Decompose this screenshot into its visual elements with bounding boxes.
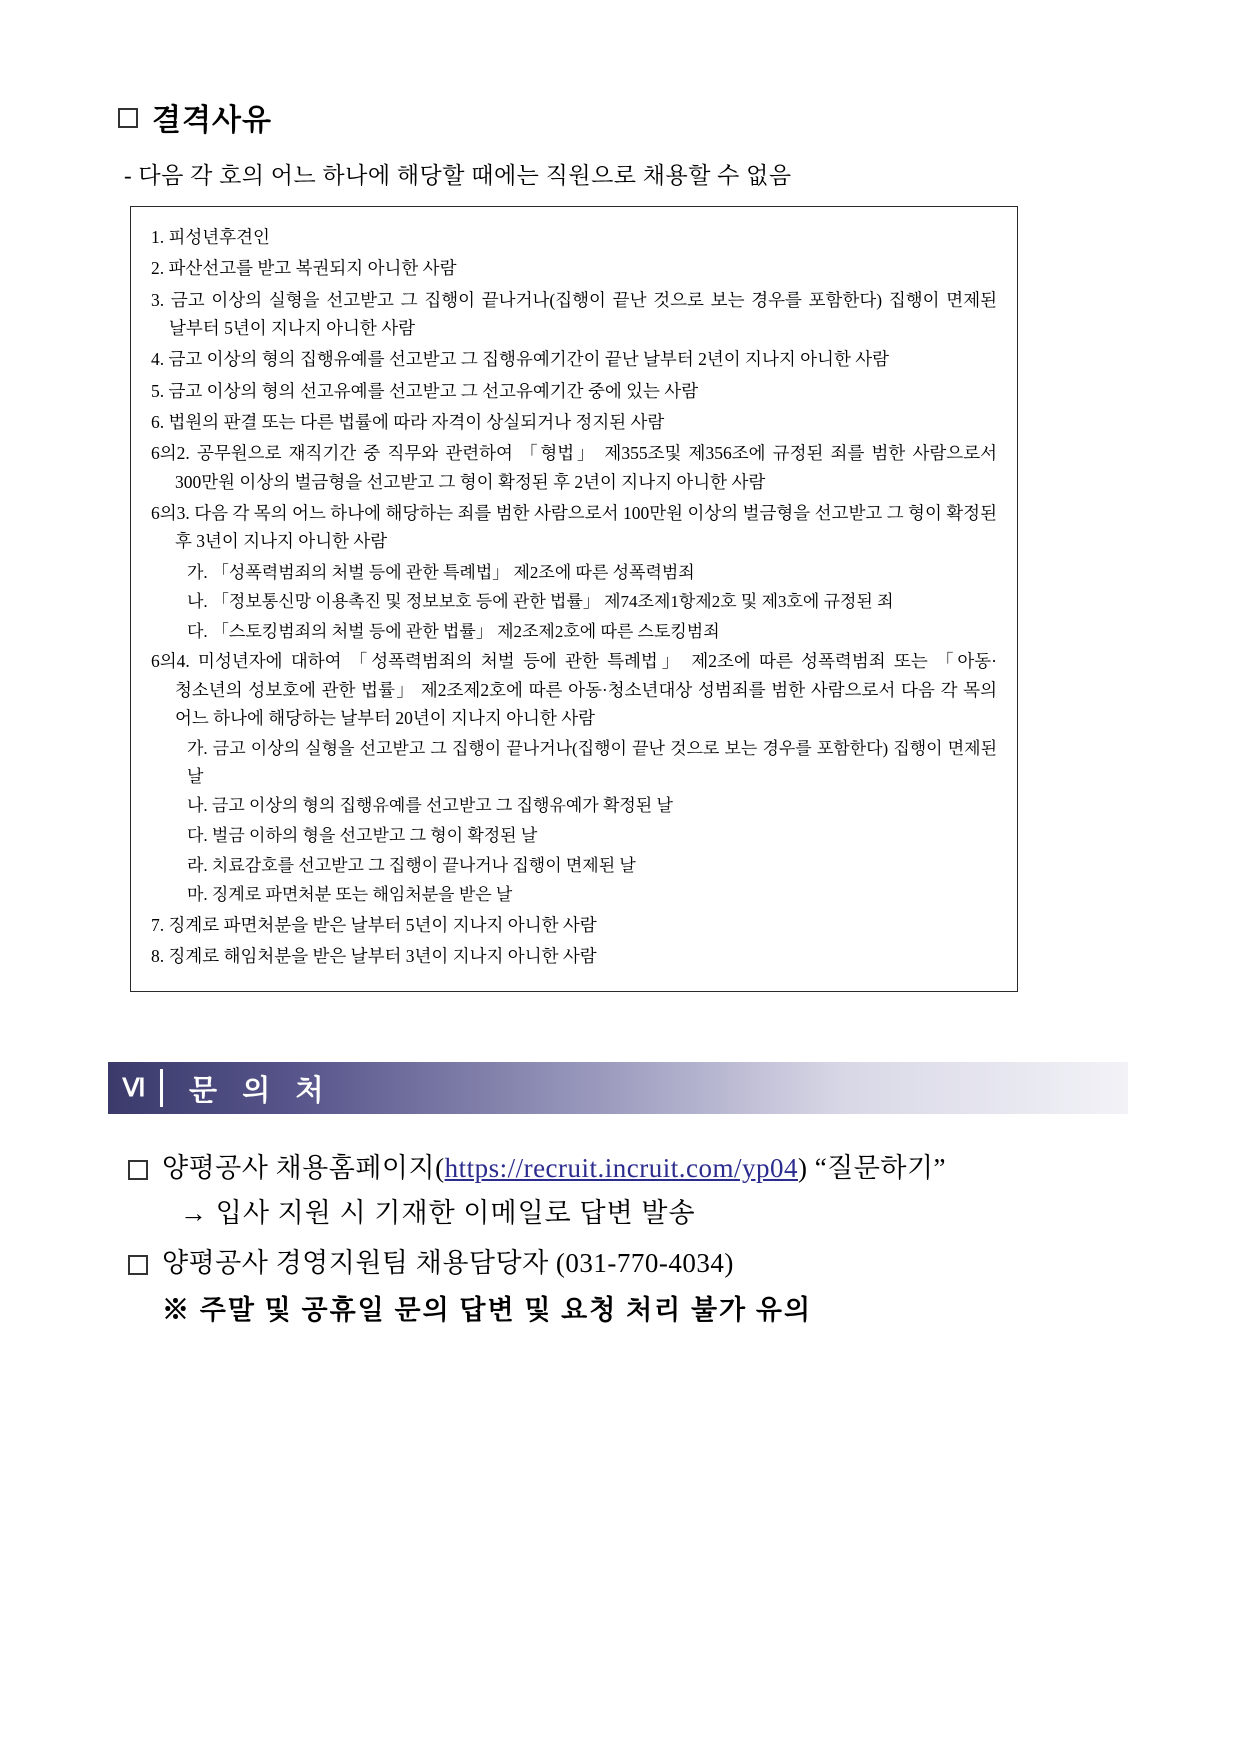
section-lead-text: - 다음 각 호의 어느 하나에 해당할 때에는 직원으로 채용할 수 없음 — [124, 163, 792, 188]
list-item-number: 6의2. — [151, 443, 190, 464]
disqualification-list-box — [130, 206, 1018, 992]
recruit-homepage-link[interactable]: https://recruit.incruit.com/yp04 — [444, 1153, 798, 1184]
list-item — [151, 408, 997, 436]
list-item-number: 8. — [151, 945, 165, 966]
square-bullet-icon — [118, 108, 138, 128]
list-item-text: 다음 각 목의 어느 하나에 해당하는 죄를 범한 사람으로서 100만원 이상의 벌금형을 선고받고 그 형이 확정된 후 3년이 지나지 아니한 사람 — [175, 503, 997, 552]
list-item — [151, 647, 997, 732]
list-item — [151, 439, 997, 496]
list-item — [151, 345, 997, 373]
list-item-number: 7. — [151, 914, 165, 935]
chapter-number: Ⅵ — [122, 1075, 146, 1103]
sub-list-item: 마. 징계로 파면처분 또는 해임처분을 받은 날 — [187, 885, 513, 905]
square-bullet-icon — [128, 1255, 148, 1275]
list-item-text: 파산선고를 받고 복권되지 아니한 사람 — [168, 258, 457, 279]
list-item-text: 금고 이상의 형의 선고유예를 선고받고 그 선고유예기간 중에 있는 사람 — [168, 380, 699, 401]
list-item — [151, 377, 997, 405]
contact-note: ※ 주말 및 공휴일 문의 답변 및 요청 처리 불가 유의 — [162, 1294, 813, 1325]
list-item-text: 징계로 해임처분을 받은 날부터 3년이 지나지 아니한 사람 — [168, 945, 597, 966]
list-item-text: 피성년후견인 — [168, 227, 270, 247]
chapter-banner — [108, 1062, 1128, 1114]
list-item-text: 징계로 파면처분을 받은 날부터 5년이 지나지 아니한 사람 — [168, 914, 597, 935]
sub-list-item: 나. 「정보통신망 이용촉진 및 정보보호 등에 관한 법률」 제74조제1항제2호 및 제3호에 규정된 죄 — [187, 592, 894, 612]
contact-homepage-subnote: → 입사 지원 시 기재한 이메일로 답변 발송 — [180, 1197, 696, 1228]
sub-list-item: 다. 벌금 이하의 형을 선고받고 그 형이 확정된 날 — [187, 826, 538, 845]
chapter-title: 문 의 처 — [189, 1074, 333, 1107]
contact-phone-text: 양평공사 경영지원팀 채용담당자 (031-770-4034) — [162, 1248, 734, 1279]
list-item — [151, 254, 997, 282]
section-heading-label: 결격사유 — [152, 104, 272, 137]
list-item — [151, 942, 997, 970]
list-item — [151, 223, 997, 251]
sub-list-item: 라. 치료감호를 선고받고 그 집행이 끝나거나 집행이 면제된 날 — [187, 855, 636, 875]
square-bullet-icon — [128, 1160, 148, 1180]
contact-homepage-suffix: ) “질문하기” — [798, 1153, 947, 1184]
list-item — [151, 286, 997, 343]
list-item-number: 1. — [151, 227, 165, 247]
sub-list-item: 가. 금고 이상의 실형을 선고받고 그 집행이 끝나거나(집행이 끝난 것으로 보는 경우를 포함한다) 집행이 면제된 날 — [187, 739, 997, 786]
contact-homepage-prefix: 양평공사 채용홈페이지( — [162, 1153, 445, 1184]
list-item-text: 금고 이상의 실형을 선고받고 그 집행이 끝나거나(집행이 끝난 것으로 보는 경우를 포함한다) 집행이 면제된 날부터 5년이 지나지 아니한 사람 — [169, 289, 998, 339]
list-item-number: 4. — [151, 349, 165, 370]
list-item-text: 공무원으로 재직기간 중 직무와 관련하여 「형법」 제355조및 제356조에 규정된 죄를 범한 사람으로서 300만원 이상의 벌금형을 선고받고 그 형이 확정된 후 2년이 지나지 아니한 사람 — [175, 443, 998, 492]
list-item-number: 5. — [151, 380, 165, 401]
section-heading-disqualification — [118, 95, 1122, 139]
contact-homepage-text — [162, 1148, 946, 1189]
sub-list-item: 다. 「스토킹범죄의 처벌 등에 관한 법률」 제2조제2호에 따른 스토킹범죄 — [187, 621, 720, 641]
sub-list-item: 나. 금고 이상의 형의 집행유예를 선고받고 그 집행유예가 확정된 날 — [187, 796, 673, 816]
list-item-text: 법원의 판결 또는 다른 법률에 따라 자격이 상실되거나 정지된 사람 — [168, 412, 665, 433]
list-item-number: 6의3. — [151, 503, 190, 524]
list-item-number: 2. — [151, 258, 165, 279]
list-item-text: 금고 이상의 형의 집행유예를 선고받고 그 집행유예기간이 끝난 날부터 2년이 지나지 아니한 사람 — [168, 349, 890, 370]
list-item-text: 미성년자에 대하여 「성폭력범죄의 처벌 등에 관한 특례법」 제2조에 따른 성폭력범죄 또는 「아동·청소년의 성보호에 관한 법률」 제2조제2호에 따른 아동·청소년대상 성범죄를 범한 사람으로서 다음 각 목의 어느 하나에 해당하는 날부터 20년이 지나지 아니한 사람 — [175, 651, 998, 729]
list-item — [151, 499, 997, 556]
contact-row-homepage — [128, 1148, 1122, 1189]
list-item — [151, 911, 997, 939]
list-item-number: 6의4. — [151, 651, 190, 672]
contact-row-phone — [128, 1243, 1122, 1284]
sub-list-item: 가. 「성폭력범죄의 처벌 등에 관한 특례법」 제2조에 따른 성폭력범죄 — [187, 562, 695, 582]
list-item-number: 3. — [151, 289, 165, 310]
contact-section — [128, 1148, 1122, 1330]
list-item-number: 6. — [151, 412, 165, 433]
